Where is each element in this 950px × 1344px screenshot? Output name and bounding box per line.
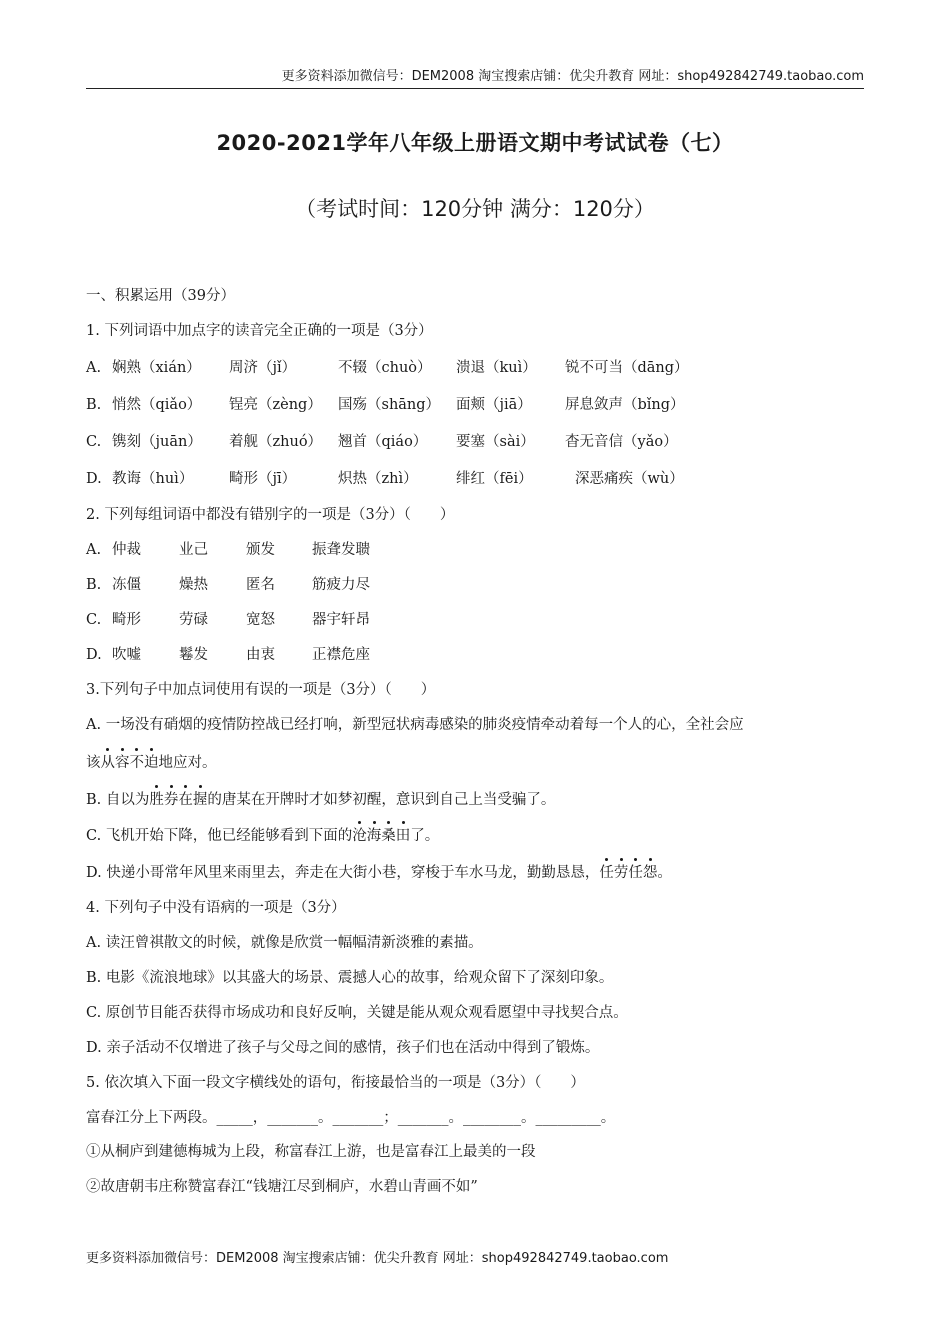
q2-option-c	[86, 610, 486, 632]
option-label: D.	[86, 647, 102, 663]
dotted-char: 握	[192, 792, 208, 808]
dotted-char: 怨	[642, 865, 658, 881]
section-heading: 一、积累运用（39分）	[86, 288, 235, 304]
dotted-phrase	[599, 865, 657, 881]
word-item: 冻僵	[112, 577, 141, 593]
dotted-char: 田	[395, 828, 411, 844]
word-item: 畸形	[112, 612, 141, 628]
word-item: 面颊（jiā）	[456, 397, 532, 413]
question-1-stem: 1. 下列词语中加点字的读音完全正确的一项是（3分）	[86, 323, 433, 339]
word-item: 国殇（shāng）	[338, 397, 441, 413]
q3-option-c	[86, 826, 439, 846]
q4-option-c: C. 原创节目能否获得市场成功和良好反响，关键是能从观众观看愿望中寻找契合点。	[86, 1005, 628, 1021]
word-item: 不辍（chuò）	[338, 360, 432, 376]
word-item: 锐不可当（dāng）	[565, 360, 689, 376]
word-item: 娴熟（xián）	[112, 360, 201, 376]
q1-option-c	[86, 432, 866, 454]
word-item: 吹嘘	[112, 647, 141, 663]
word-item: 锃亮（zèng）	[229, 397, 322, 413]
word-item: 器宇轩昂	[312, 612, 370, 628]
dotted-phrase	[352, 828, 410, 844]
option-label: D.	[86, 471, 102, 487]
q4-option-b: B. 电影《流浪地球》以其盛大的场景、震撼人心的故事，给观众留下了深刻印象。	[86, 970, 614, 986]
q3-option-a-line1: A. 一场没有硝烟的疫情防控战已经打响，新型冠状病毒感染的肺炎疫情牵动着每一个人的心，全社会应	[86, 717, 744, 733]
q3-option-d	[86, 863, 672, 883]
dotted-phrase	[101, 755, 159, 771]
q3-option-b	[86, 790, 555, 810]
q1-option-b	[86, 395, 866, 417]
sentence-text: D. 快递小哥常年风里来雨里去，奔走在大街小巷，穿梭于车水马龙，勤勤恳恳，	[86, 865, 600, 881]
word-item: 筋疲力尽	[312, 577, 370, 593]
dotted-char: 在	[178, 792, 193, 808]
word-item: 业己	[179, 542, 208, 558]
sentence-text: 该	[86, 755, 101, 771]
dotted-phrase	[149, 792, 207, 808]
dotted-char: 任	[628, 865, 643, 881]
word-item: 溃退（kuì）	[456, 360, 537, 376]
word-item: 要塞（sài）	[456, 434, 535, 450]
dotted-char: 券	[163, 792, 179, 808]
exam-subtitle: （考试时间：120分钟 满分：120分）	[295, 197, 655, 221]
word-item: 周济（jǐ）	[229, 360, 297, 376]
word-item: 劳碌	[179, 612, 208, 628]
option-label: A.	[86, 542, 102, 558]
page-footer: 更多资料添加微信号：DEM2008 淘宝搜索店铺：优尖升教育 网址：shop492842749.taobao.com	[86, 1251, 669, 1266]
dotted-char: 胜	[149, 792, 164, 808]
dotted-char: 劳	[613, 865, 629, 881]
word-item: 匿名	[246, 577, 275, 593]
word-item: 鬈发	[179, 647, 208, 663]
word-item: 屏息敛声（bǐng）	[565, 397, 685, 413]
word-item: 仲裁	[112, 542, 141, 558]
q3-option-a-line2	[86, 753, 217, 773]
word-item: 杳无音信（yǎo）	[565, 434, 678, 450]
q5-sentence-1: ①从桐庐到建德梅城为上段，称富春江上游，也是富春江上最美的一段	[86, 1144, 536, 1160]
q2-option-b	[86, 575, 486, 597]
dotted-char: 海	[366, 828, 382, 844]
word-item: 由衷	[246, 647, 275, 663]
word-item: 宽怒	[246, 612, 275, 628]
q2-option-d	[86, 645, 486, 667]
dotted-char: 沧	[352, 828, 367, 844]
word-item: 悄然（qiǎo）	[112, 397, 202, 413]
word-item: 正襟危座	[312, 647, 370, 663]
exam-title: 2020-2021学年八年级上册语文期中考试试卷（七）	[216, 131, 734, 155]
dotted-char: 桑	[381, 828, 396, 844]
word-item: 畸形（jī）	[229, 471, 297, 487]
word-item: 颁发	[246, 542, 275, 558]
sentence-text: C. 飞机开始下降，他已经能够看到下面的	[86, 828, 353, 844]
sentence-text: 了。	[410, 828, 440, 844]
sentence-text: 。	[657, 865, 672, 881]
q1-option-a	[86, 358, 866, 380]
option-label: C.	[86, 612, 102, 628]
word-item: 炽热（zhì）	[338, 471, 418, 487]
dotted-char: 容	[115, 755, 130, 771]
option-label: B.	[86, 397, 102, 413]
q4-option-a: A. 读汪曾祺散文的时候，就像是欣赏一幅幅清新淡雅的素描。	[86, 935, 483, 951]
sentence-text: 的唐某在开牌时才如梦初醒，意识到自己上当受骗了。	[207, 792, 556, 808]
dotted-char: 从	[100, 755, 115, 771]
sentence-text: 地应对。	[158, 755, 217, 771]
q2-option-a	[86, 540, 486, 562]
question-2-stem: 2. 下列每组词语中都没有错别字的一项是（3分）（ ）	[86, 507, 455, 523]
q4-option-d: D. 亲子活动不仅增进了孩子与父母之间的感情，孩子们也在活动中得到了锻炼。	[86, 1040, 600, 1056]
dotted-char: 不	[129, 755, 144, 771]
option-label: C.	[86, 434, 102, 450]
word-item: 镌刻（juān）	[112, 434, 202, 450]
dotted-char: 任	[599, 865, 614, 881]
question-4-stem: 4. 下列句子中没有语病的一项是（3分）	[86, 900, 346, 916]
page-header: 更多资料添加微信号：DEM2008 淘宝搜索店铺：优尖升教育 网址：shop492842749.taobao.com	[281, 69, 864, 84]
option-label: B.	[86, 577, 102, 593]
word-item: 教诲（huì）	[112, 471, 194, 487]
question-5-stem: 5. 依次填入下面一段文字横线处的语句，衔接最恰当的一项是（3分）（ ）	[86, 1075, 585, 1091]
word-item: 燥热	[179, 577, 208, 593]
sentence-text: B. 自以为	[86, 792, 150, 808]
q5-passage: 富春江分上下两段。_____，_______。_______；_______。________。_________。	[86, 1110, 616, 1126]
header-divider	[86, 88, 864, 89]
dotted-char: 迫	[144, 755, 159, 771]
word-item: 翘首（qiáo）	[338, 434, 428, 450]
option-label: A.	[86, 360, 102, 376]
word-item: 着舰（zhuó）	[229, 434, 323, 450]
q1-option-d	[86, 469, 866, 491]
word-item: 绯红（fēi）	[456, 471, 533, 487]
q5-sentence-2: ②故唐朝韦庄称赞富春江“钱塘江尽到桐庐，水碧山青画不如”	[86, 1179, 478, 1195]
word-item: 深恶痛疾（wù）	[575, 471, 684, 487]
question-3-stem: 3.下列句子中加点词使用有误的一项是（3分）（ ）	[86, 682, 436, 698]
word-item: 振聋发聩	[312, 542, 370, 558]
